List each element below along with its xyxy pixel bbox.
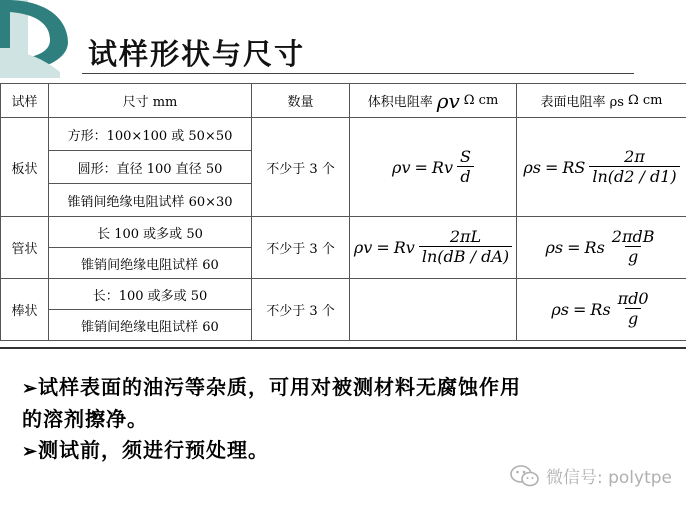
count-cell: 不少于 3 个 (252, 118, 350, 217)
watermark (510, 463, 672, 488)
sample-name: 板状 (1, 118, 49, 217)
size-cell: 锥销间绝缘电阻试样 60×30 (49, 184, 252, 217)
formula: ρv = Rv $\frac{2\pi L}{\ln(dB / dA)}$ (354, 228, 512, 267)
header-sample: 试样 (1, 84, 49, 118)
size-cell: 锥销间绝缘电阻试样 60 (49, 248, 252, 279)
bullet-text: 的溶剂擦净。 (22, 407, 148, 431)
sample-name: 管状 (1, 217, 49, 279)
size-cell: 长 100 或多或 50 (49, 217, 252, 248)
logo-graphic (0, 0, 80, 80)
formula-lhs: ρv (353, 238, 373, 257)
formula-den: g (625, 308, 641, 329)
table-header-row (1, 84, 686, 118)
header-count: 数量 (252, 84, 350, 118)
volume-formula-cell (350, 118, 517, 217)
wechat-icon (510, 464, 540, 488)
header-surface-resistivity (517, 84, 686, 118)
bullet-list (22, 372, 672, 467)
volume-symbol: ρv (436, 88, 460, 113)
size-cell: 方形：100×100 或 50×50 (49, 118, 252, 151)
arrow-bullet-icon: ➢ (22, 378, 39, 399)
header-volume-resistivity (350, 84, 517, 118)
count-cell: 不少于 3 个 (252, 217, 350, 279)
formula: ρs = Rs $\frac{\pi d0}{g}$ (551, 290, 651, 329)
formula-lhs: ρs (545, 238, 564, 257)
specimen-table (0, 83, 686, 341)
surface-unit: Ω cm (627, 93, 663, 108)
formula-den: ln(d2 / d1) (589, 166, 679, 187)
volume-formula-cell (350, 217, 517, 279)
size-cell: 锥销间绝缘电阻试样 60 (49, 310, 252, 341)
header-size: 尺寸 mm (49, 84, 252, 118)
formula-den: d (457, 166, 473, 187)
volume-formula-cell-empty (350, 279, 517, 341)
formula-num: 2π (624, 146, 645, 166)
formula-lhs: ρs (523, 157, 541, 177)
size-cell: 长：100 或多或 50 (49, 279, 252, 310)
formula-mid: RS (562, 157, 586, 177)
formula-num: 2πdB (611, 227, 655, 246)
formula-mid: Rs (584, 238, 605, 257)
formula-mid: Rv (431, 157, 453, 177)
page-title: 试样形状与尺寸 (88, 37, 306, 71)
title-divider (82, 73, 634, 74)
bullet-text: 试样表面的油污等杂质，可用对被测材料无腐蚀作用 (38, 375, 521, 399)
sample-name: 棒状 (1, 279, 49, 341)
surface-formula-cell (517, 118, 686, 217)
surface-formula-cell (517, 217, 686, 279)
surface-label: 表面电阻率 ρs (540, 95, 624, 110)
bottom-divider (0, 347, 686, 349)
formula-lhs: ρs (551, 300, 569, 319)
bullet-item-continuation (22, 404, 672, 435)
formula-mid: Rv (393, 238, 415, 257)
volume-unit: Ω cm (463, 93, 499, 108)
formula-lhs: ρv (392, 157, 411, 177)
formula-num: S (459, 146, 471, 166)
table-row (1, 118, 686, 151)
bullet-item (22, 372, 672, 404)
formula-mid: Rs (590, 300, 611, 319)
formula: ρs = Rs $\frac{\text{2πdB}}{g}$ (546, 228, 658, 267)
table-row (1, 217, 686, 248)
count-cell: 不少于 3 个 (252, 279, 350, 341)
formula-den: ln(dB / dA) (419, 246, 512, 267)
formula: ρs = RS $\frac{2\pi}{\ln(d2 / d1)}$ (523, 148, 679, 187)
bullet-text: 测试前，须进行预处理。 (38, 438, 269, 462)
table-row (1, 279, 686, 310)
size-cell: 圆形：直径 100 直径 50 (49, 151, 252, 184)
surface-formula-cell (517, 279, 686, 341)
formula: ρv = Rv $\frac{S}{d}$ (392, 148, 474, 187)
volume-label: 体积电阻率 (367, 95, 433, 110)
formula-num: 2πL (449, 227, 482, 246)
formula-num: πd0 (617, 289, 649, 308)
formula-den: g (625, 246, 641, 267)
watermark-text: 微信号: polytpe (545, 468, 672, 488)
arrow-bullet-icon: ➢ (22, 441, 39, 462)
